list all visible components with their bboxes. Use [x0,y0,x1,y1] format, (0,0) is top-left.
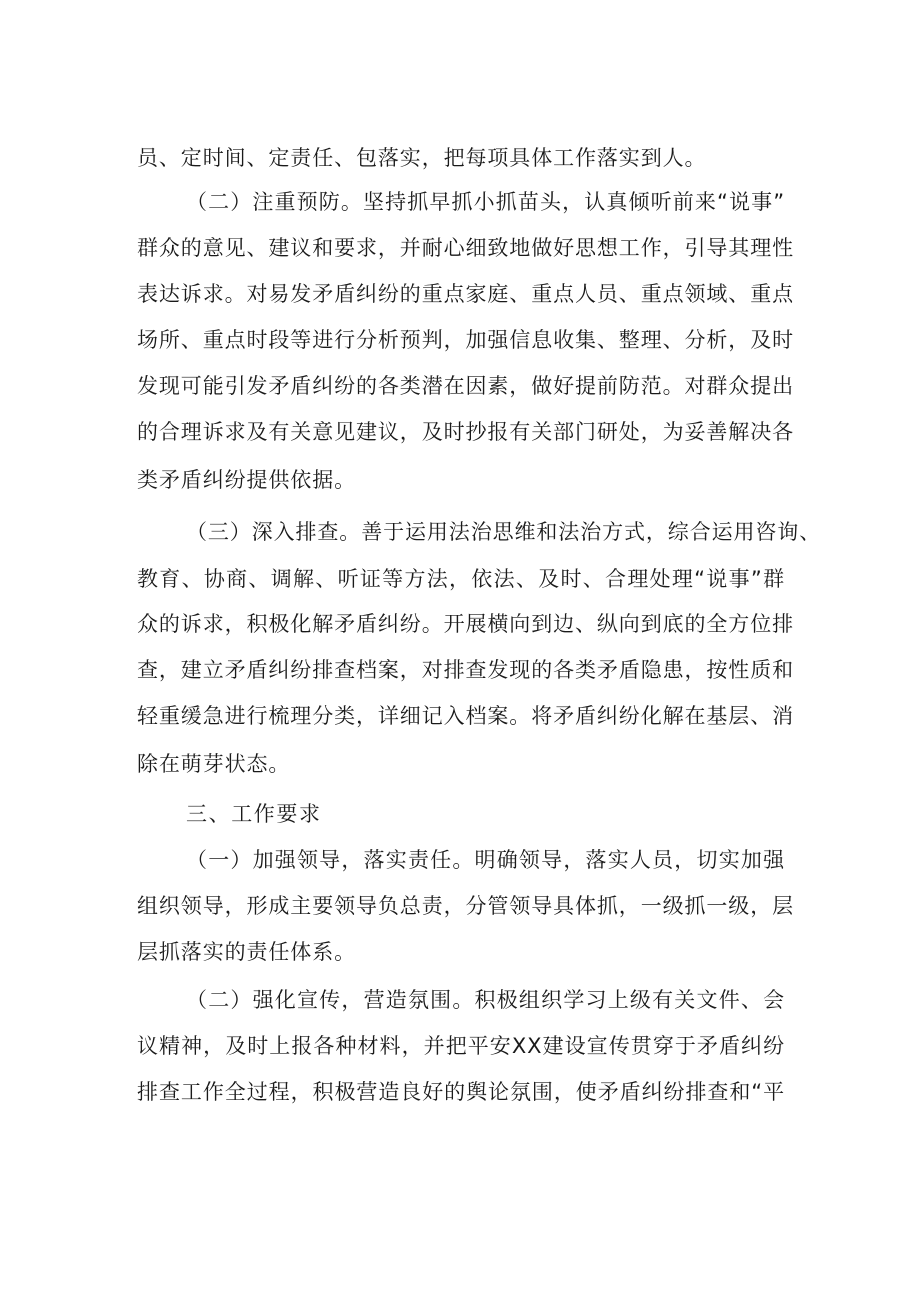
body-text-line: 群众的意见、建议和要求，并耐心细致地做好思想工作，引导其理性 [137,236,794,260]
paragraph-4-first-line: （一）加强领导，落实责任。明确领导，落实人员，切实加强 [186,848,785,872]
body-text-line: 议精神，及时上报各种材料，并把平安XX建设宣传贯穿于矛盾纠纷 [137,1034,785,1058]
body-text-line: 员、定时间、定责任、包落实，把每项具体工作落实到人。 [137,146,707,170]
body-text-line: 排查工作全过程，积极营造良好的舆论氛围，使矛盾纠纷排查和“平 [137,1080,785,1104]
section-heading: 三、工作要求 [186,802,322,826]
body-text-line: 类矛盾纠纷提供依据。 [137,468,356,492]
body-text-line: 轻重缓急进行梳理分类，详细记入档案。将矛盾纠纷化解在基层、消 [137,704,794,728]
body-text-line: 发现可能引发矛盾纠纷的各类潜在因素，做好提前防范。对群众提出 [137,374,794,398]
paragraph-5-first-line: （二）强化宣传，营造氛围。积极组织学习上级有关文件、会 [186,988,785,1012]
body-text-line: 表达诉求。对易发矛盾纠纷的重点家庭、重点人员、重点领域、重点 [137,282,794,306]
body-text-line: 场所、重点时段等进行分析预判，加强信息收集、整理、分析，及时 [137,328,794,352]
body-text-line: 众的诉求，积极化解矛盾纠纷。开展横向到边、纵向到底的全方位排 [137,612,794,636]
body-text-line: 查，建立矛盾纠纷排查档案，对排查发现的各类矛盾隐患，按性质和 [137,658,794,682]
body-text-line: 组织领导，形成主要领导负总责，分管领导具体抓，一级抓一级，层 [137,894,794,918]
body-text-line: 的合理诉求及有关意见建议，及时抄报有关部门研处，为妥善解决各 [137,420,794,444]
paragraph-2-first-line: （二）注重预防。坚持抓早抓小抓苗头，认真倾听前来“说事” [186,190,785,214]
paragraph-3-first-line: （三）深入排查。善于运用法治思维和法治方式，综合运用咨询、 [186,520,822,544]
body-text-line: 层抓落实的责任体系。 [137,940,356,964]
body-text-line: 除在萌芽状态。 [137,752,291,776]
body-text-line: 教育、协商、调解、听证等方法，依法、及时、合理处理“说事”群 [137,567,785,591]
